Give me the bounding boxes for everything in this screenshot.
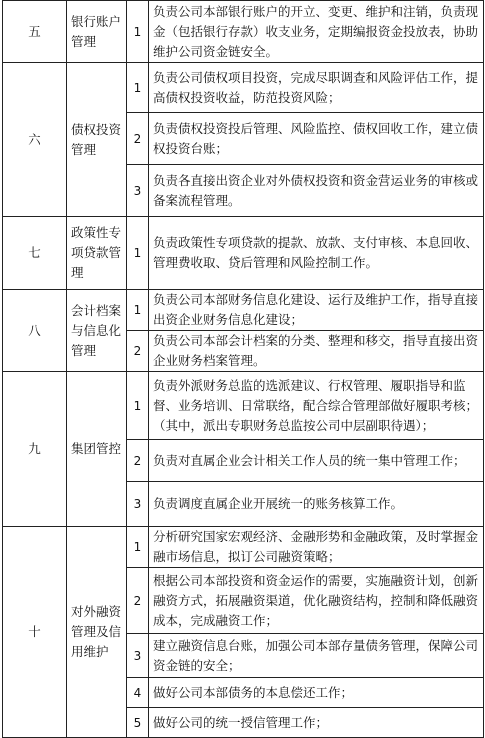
section-category: 对外融资管理及信用维护 bbox=[67, 527, 127, 738]
item-description: 做好公司本部债务的本息偿还工作； bbox=[149, 678, 484, 708]
section-category: 债权投资管理 bbox=[67, 63, 127, 217]
section-number: 六 bbox=[3, 63, 67, 217]
item-number: 5 bbox=[127, 708, 149, 738]
section-number: 五 bbox=[3, 1, 67, 63]
section-category: 政策性专项贷款管理 bbox=[67, 217, 127, 290]
item-description: 做好公司的统一授信管理工作； bbox=[149, 708, 484, 738]
responsibility-table bbox=[2, 0, 484, 738]
table-row bbox=[3, 1, 484, 63]
item-number: 1 bbox=[127, 217, 149, 290]
section-category: 集团管控 bbox=[67, 372, 127, 527]
table-row bbox=[3, 372, 484, 440]
item-description: 负责公司债权项目投资，完成尽职调查和风险评估工作，提高债权投资收益，防范投资风险； bbox=[149, 63, 484, 113]
item-description: 负责调度直属企业开展统一的账务核算工作。 bbox=[149, 482, 484, 527]
table-row bbox=[3, 63, 484, 113]
item-number: 3 bbox=[127, 634, 149, 678]
section-number: 九 bbox=[3, 372, 67, 527]
item-number: 4 bbox=[127, 678, 149, 708]
item-description: 负责对直属企业会计相关工作人员的统一集中管理工作； bbox=[149, 440, 484, 482]
table-row bbox=[3, 290, 484, 331]
section-number: 七 bbox=[3, 217, 67, 290]
item-number: 1 bbox=[127, 290, 149, 331]
item-description: 建立融资信息台账，加强公司本部存量债务管理，保障公司资金链的安全； bbox=[149, 634, 484, 678]
item-description: 负责债权投资投后管理、风险监控、债权回收工作，建立债权投资台账； bbox=[149, 113, 484, 165]
item-description: 根据公司本部投资和资金运作的需要，实施融资计划，创新融资方式，拓展融资渠道，优化融资结构，控制和降低融资成本，完成融资工作； bbox=[149, 568, 484, 634]
item-description: 分析研究国家宏观经济、金融形势和金融政策，及时掌握金融市场信息，拟订公司融资策略； bbox=[149, 527, 484, 568]
item-number: 1 bbox=[127, 63, 149, 113]
item-number: 1 bbox=[127, 527, 149, 568]
section-category: 会计档案与信息化管理 bbox=[67, 290, 127, 372]
item-number: 1 bbox=[127, 372, 149, 440]
section-category: 银行账户管理 bbox=[67, 1, 127, 63]
item-description: 负责各直接出资企业对外债权投资和资金营运业务的审核或备案流程管理。 bbox=[149, 165, 484, 217]
item-number: 2 bbox=[127, 113, 149, 165]
item-number: 1 bbox=[127, 1, 149, 63]
item-description: 负责公司本部财务信息化建设、运行及维护工作，指导直接出资企业财务信息化建设； bbox=[149, 290, 484, 331]
item-description: 负责公司本部银行账户的开立、变更、维护和注销，负责现金（包括银行存款）收支业务，定期编报资金投放表，协助维护公司资金链安全。 bbox=[149, 1, 484, 63]
section-number: 八 bbox=[3, 290, 67, 372]
table-row bbox=[3, 527, 484, 568]
item-number: 2 bbox=[127, 568, 149, 634]
item-description: 负责公司本部会计档案的分类、整理和移交，指导直接出资企业财务档案管理。 bbox=[149, 331, 484, 372]
item-description: 负责政策性专项贷款的提款、放款、支付审核、本息回收、管理费收取、贷后管理和风险控制工作。 bbox=[149, 217, 484, 290]
duty-table-page bbox=[2, 0, 483, 738]
item-description: 负责外派财务总监的选派建议、行权管理、履职指导和监督、业务培训、日常联络，配合综合管理部做好履职考核；（其中，派出专职财务总监按公司中层副职待遇）； bbox=[149, 372, 484, 440]
section-number: 十 bbox=[3, 527, 67, 738]
item-number: 2 bbox=[127, 331, 149, 372]
item-number: 3 bbox=[127, 482, 149, 527]
table-row bbox=[3, 217, 484, 290]
item-number: 2 bbox=[127, 440, 149, 482]
item-number: 3 bbox=[127, 165, 149, 217]
